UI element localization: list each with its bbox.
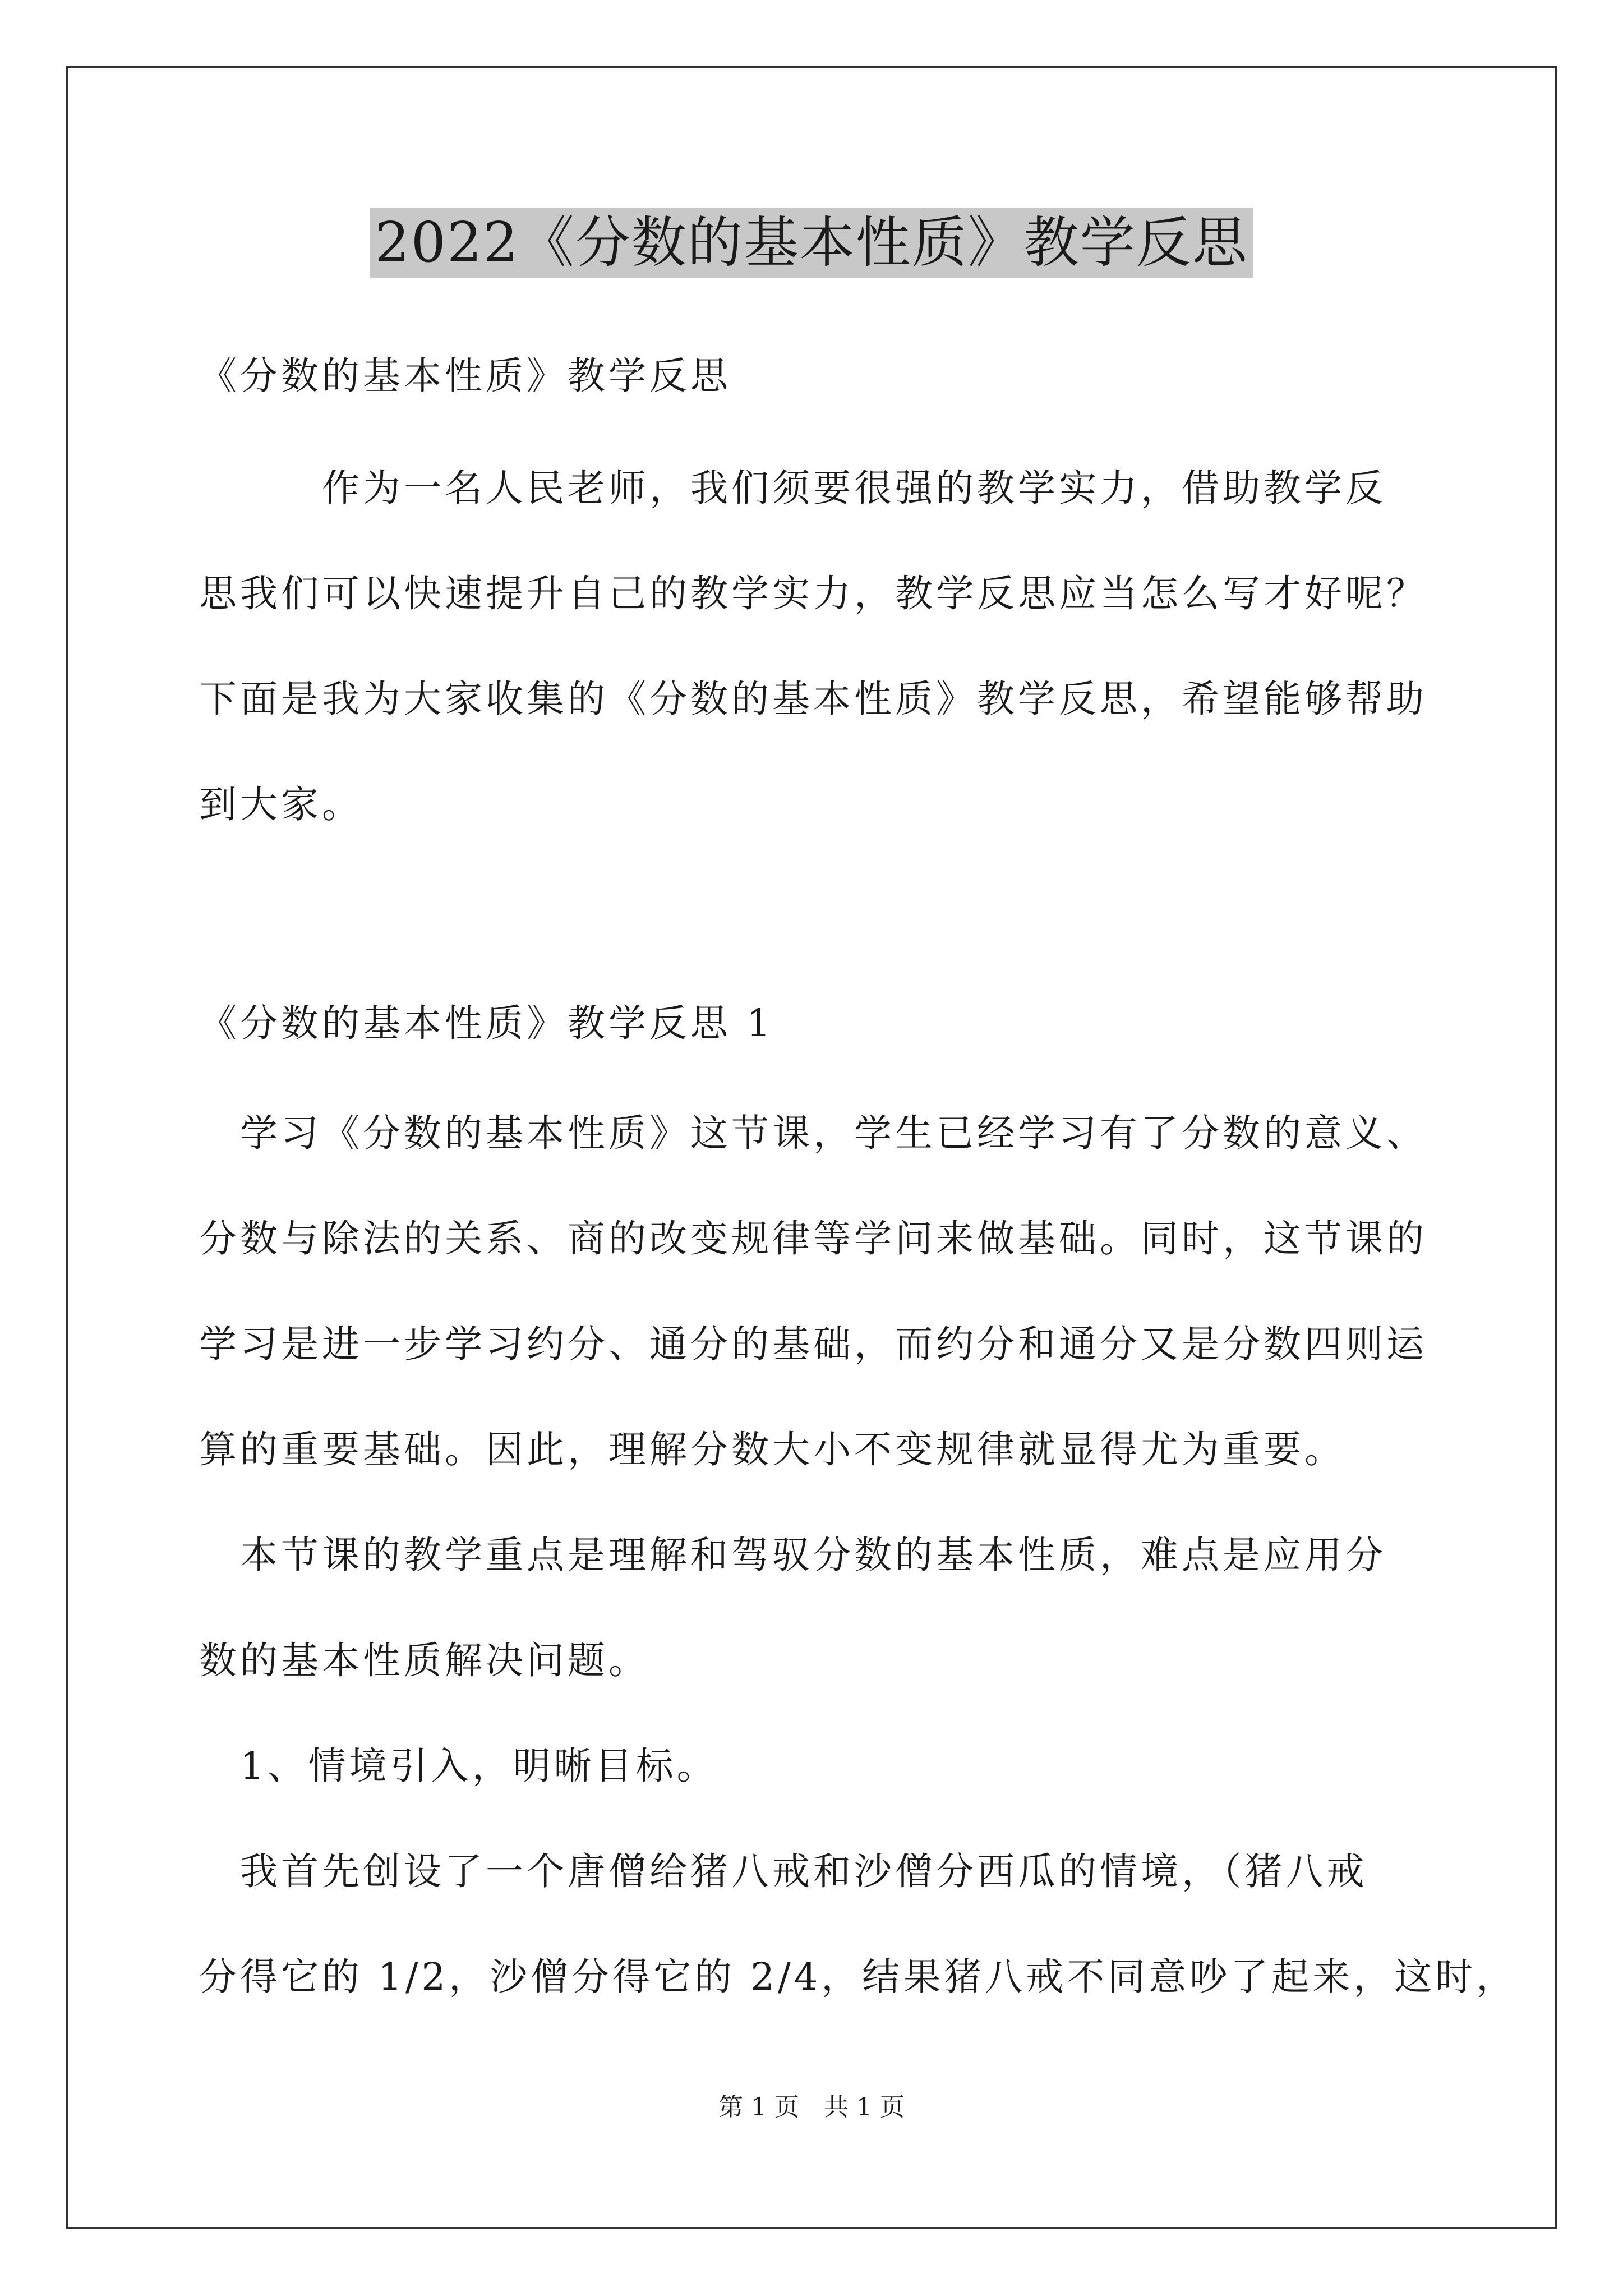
paragraph-line: 分得它的 1/2，沙僧分得它的 2/4，结果猪八戒不同意吵了起来，这时， [199, 1955, 1518, 1999]
paragraph-line: 学习是进一步学习约分、通分的基础，而约分和通分又是分数四则运 [199, 1322, 1427, 1366]
paragraph-line: 数的基本性质解决问题。 [199, 1639, 649, 1682]
paragraph-line: 本节课的教学重点是理解和驾驭分数的基本性质，难点是应用分 [199, 1533, 1386, 1577]
page-footer: 第 1 页 共 1 页 [718, 2093, 905, 2122]
paragraph-line: 算的重要基础。因此，理解分数大小不变规律就显得尤为重要。 [199, 1428, 1345, 1471]
paragraph-line: 思我们可以快速提升自己的教学实力，教学反思应当怎么写才好呢？ [199, 572, 1427, 615]
paragraph-line: 分数与除法的关系、商的改变规律等学问来做基础。同时，这节课的 [199, 1217, 1427, 1260]
section-heading: 《分数的基本性质》教学反思 1 [199, 1001, 774, 1045]
list-item: 1、情境引入，明晰目标。 [199, 1744, 718, 1788]
paragraph-line: 我首先创设了一个唐僧给猪八戒和沙僧分西瓜的情境，（猪八戒 [199, 1849, 1368, 1893]
paragraph-line: 学习《分数的基本性质》这节课，学生已经学习有了分数的意义、 [199, 1111, 1427, 1155]
document-subtitle: 《分数的基本性质》教学反思 [199, 354, 731, 398]
paragraph-line: 下面是我为大家收集的《分数的基本性质》教学反思，希望能够帮助 [199, 677, 1427, 721]
paragraph-line: 作为一名人民老师，我们须要很强的教学实力，借助教学反 [199, 466, 1386, 510]
paragraph-line: 到大家。 [199, 783, 363, 826]
document-title [0, 206, 1623, 279]
document-title-text: 2022《分数的基本性质》教学反思 [370, 208, 1252, 278]
